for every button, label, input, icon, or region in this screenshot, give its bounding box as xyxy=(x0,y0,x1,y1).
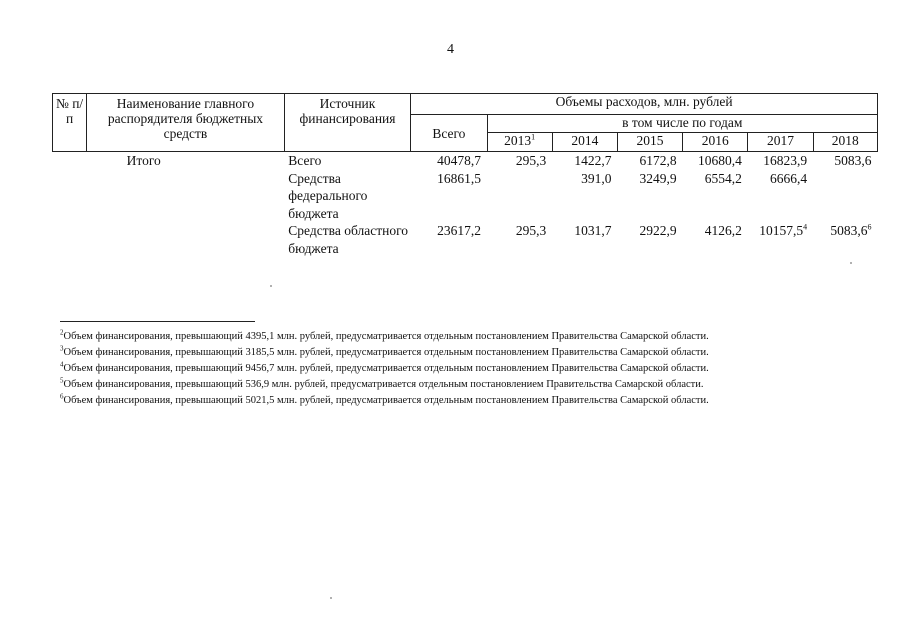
row-year-cell xyxy=(617,152,682,170)
row-year-value: 4126,2 xyxy=(704,223,742,238)
row-year-cell xyxy=(813,170,877,223)
row-year-value: 391,0 xyxy=(581,170,612,186)
row-year-value: 2922,9 xyxy=(639,223,677,238)
header-year-label: 2018 xyxy=(831,133,859,148)
footnote-number: 5 xyxy=(60,376,64,385)
row-year-cell xyxy=(487,222,552,257)
header-year-label: 2017 xyxy=(766,133,794,148)
row-year-value: 295,3 xyxy=(515,153,547,168)
row-year-footnote-mark: 6 xyxy=(867,222,872,232)
row-year-value: 295,3 xyxy=(515,223,547,238)
header-year xyxy=(748,133,813,152)
row-year-value: 6172,8 xyxy=(639,153,677,168)
row-year-cell xyxy=(617,170,682,223)
footnote-number: 3 xyxy=(60,344,64,353)
header-year xyxy=(813,133,877,152)
row-name-cell xyxy=(87,170,285,223)
header-year-label: 2015 xyxy=(636,133,664,148)
row-num-cell xyxy=(53,170,87,223)
row-source-cell: Средства областного бюджета xyxy=(288,223,409,256)
header-year-label: 2014 xyxy=(571,133,599,148)
footnote-text: Объем финансирования, превышающий 4395,1 млн. рублей, предусматривается отдельным постановлением Правительства Самарской области. xyxy=(63,331,709,342)
row-year-value: 1031,7 xyxy=(574,223,612,238)
footnote-number: 4 xyxy=(60,360,64,369)
header-by-years: в том числе по годам xyxy=(487,115,878,133)
row-year-value: 6554,2 xyxy=(704,170,742,186)
footnote-number: 6 xyxy=(60,392,64,401)
footnote-item xyxy=(60,361,709,377)
row-year-value: 1422,7 xyxy=(574,153,612,168)
footnotes xyxy=(60,329,709,409)
budget-table xyxy=(52,93,878,257)
scan-speck xyxy=(330,597,332,599)
row-source-cell: Средства федерального бюджета xyxy=(288,170,368,221)
row-source-cell: Всего xyxy=(288,153,322,168)
row-total-cell: 16861,5 xyxy=(437,170,481,186)
scan-speck xyxy=(270,285,272,287)
row-year-cell xyxy=(552,170,617,223)
row-num-cell xyxy=(53,152,87,170)
header-year xyxy=(552,133,617,152)
row-year-cell xyxy=(683,152,748,170)
row-year-value: 5083,6 xyxy=(834,153,872,168)
footnote-divider xyxy=(60,321,255,322)
row-year-cell xyxy=(617,222,682,257)
header-total: Всего xyxy=(411,115,487,152)
row-year-cell xyxy=(813,152,877,170)
row-year-cell xyxy=(487,170,552,223)
row-year-footnote-mark: 4 xyxy=(803,222,808,232)
footnote-text: Объем финансирования, превышающий 536,9 млн. рублей, предусматривается отдельным постановлением Правительства Самарской области. xyxy=(63,379,704,390)
row-year-value: 10680,4 xyxy=(698,153,742,168)
header-num: № п/п xyxy=(53,94,87,152)
row-name-cell: Итого xyxy=(126,153,161,168)
header-year xyxy=(683,133,748,152)
row-year-value: 6666,4 xyxy=(769,170,808,186)
header-year xyxy=(617,133,682,152)
row-year-value: 10157,5 xyxy=(759,223,804,238)
row-num-cell xyxy=(53,222,87,257)
header-year-footnote-mark: 1 xyxy=(531,132,536,142)
page-number: 4 xyxy=(447,42,454,57)
row-year-cell xyxy=(748,170,813,223)
header-source: Источник финансирования xyxy=(284,94,410,152)
row-year-cell xyxy=(748,222,813,257)
row-name-cell xyxy=(87,222,285,257)
row-year-cell xyxy=(683,222,748,257)
scan-speck xyxy=(850,262,852,264)
row-year-value: 5083,6 xyxy=(830,223,868,238)
table-row xyxy=(53,222,878,257)
footnote-item xyxy=(60,377,709,393)
row-year-cell xyxy=(552,222,617,257)
row-year-cell xyxy=(748,152,813,170)
header-name: Наименование главного распорядителя бюджетных средств xyxy=(87,94,285,152)
header-year-label: 2016 xyxy=(701,133,729,148)
footnote-item xyxy=(60,329,709,345)
row-total-cell: 23617,2 xyxy=(437,223,481,238)
row-year-value: 16823,9 xyxy=(763,153,808,168)
row-year-value: 3249,9 xyxy=(639,170,677,186)
footnote-text: Объем финансирования, превышающий 9456,7 млн. рублей, предусматривается отдельным постановлением Правительства Самарской области. xyxy=(63,363,709,374)
footnote-number: 2 xyxy=(60,328,64,337)
footnote-item xyxy=(60,393,709,409)
row-year-cell xyxy=(552,152,617,170)
row-year-cell xyxy=(813,222,877,257)
row-year-cell xyxy=(487,152,552,170)
footnote-text: Объем финансирования, превышающий 5021,5 млн. рублей, предусматривается отдельным постановлением Правительства Самарской области. xyxy=(63,395,709,406)
row-year-cell xyxy=(683,170,748,223)
header-volumes: Объемы расходов, млн. рублей xyxy=(411,94,878,115)
table-row xyxy=(53,170,878,223)
footnote-text: Объем финансирования, превышающий 3185,5 млн. рублей, предусматривается отдельным постановлением Правительства Самарской области. xyxy=(63,347,709,358)
table-row xyxy=(53,152,878,170)
header-year xyxy=(487,133,552,152)
header-year-label: 2013 xyxy=(504,133,532,148)
row-total-cell: 40478,7 xyxy=(437,153,481,168)
footnote-item xyxy=(60,345,709,361)
